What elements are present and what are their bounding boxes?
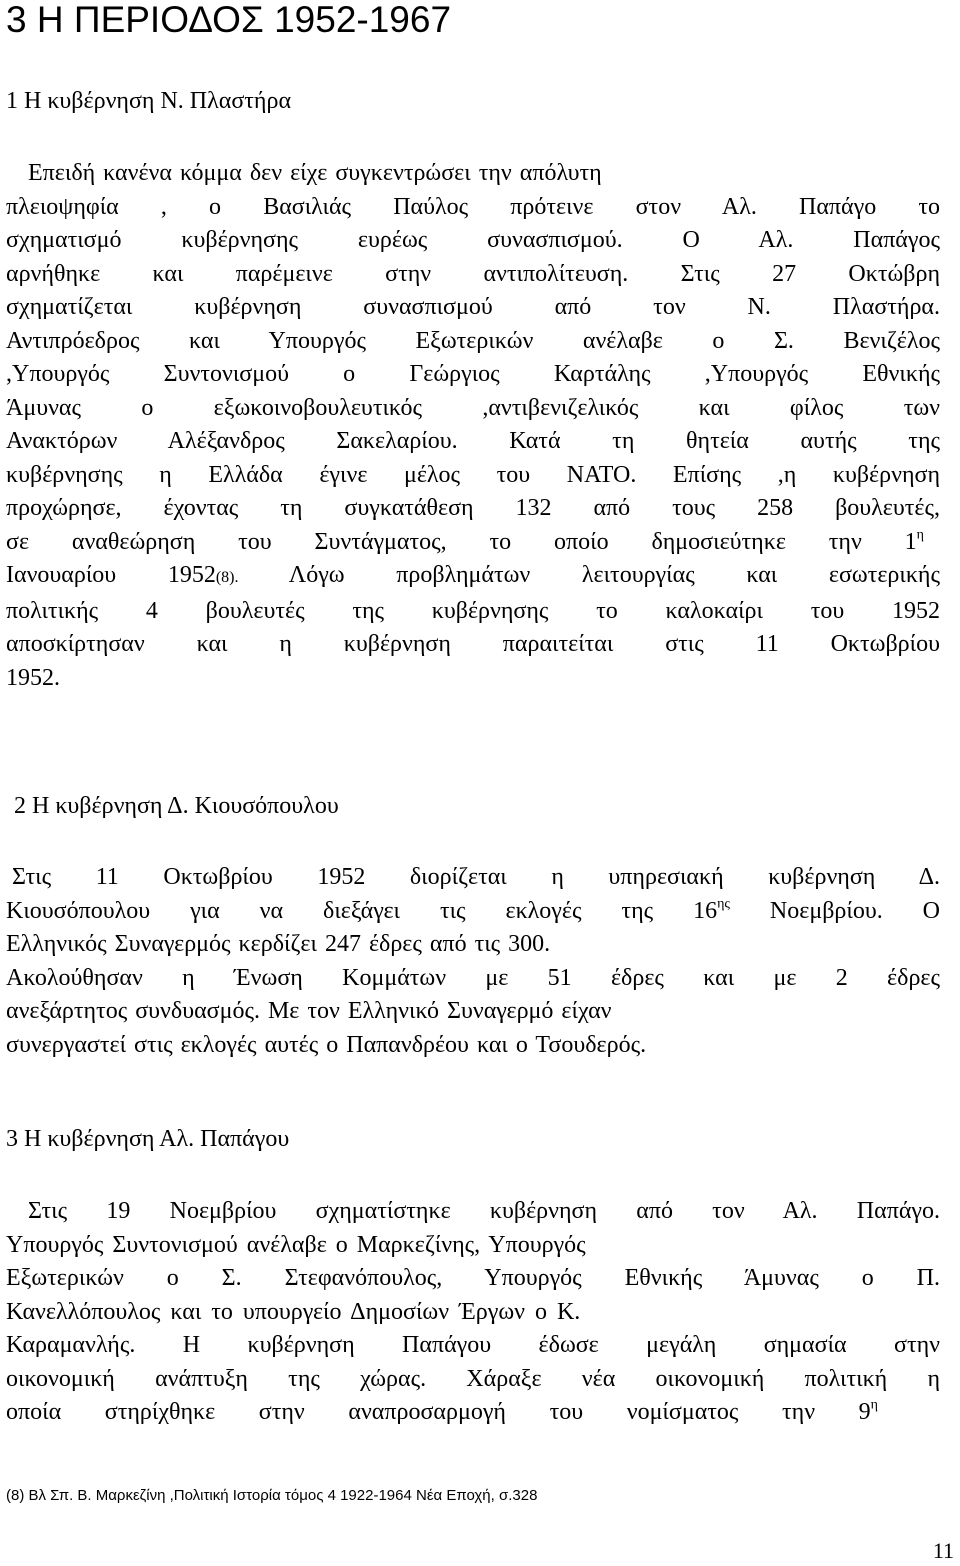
footnote-reference: (8).: [215, 569, 239, 586]
text-segment: Λόγω προβλημάτων λειτουργίας και εσωτερικής: [288, 562, 940, 588]
text-line: [6, 526, 940, 560]
page-number: 11: [932, 1538, 954, 1563]
section-heading-papagos: 3 Η κυβέρνηση Αλ. Παπάγου: [6, 1126, 290, 1152]
text-line: 1952.: [6, 664, 60, 691]
ordinal-superscript: ης: [717, 896, 730, 911]
footnote: (8) Βλ Σπ. Β. Μαρκεζίνη ,Πολιτική Ιστορία τόμος 4 1922-1964 Νέα Εποχή, σ.328: [6, 1487, 538, 1504]
text-line: προχώρησε, έχοντας τη συγκατάθεση 132 από τους 258 βουλευτές,: [6, 495, 940, 521]
text-line: Στις 11 Οκτωβρίου 1952 διορίζεται η υπηρεσιακή κυβέρνηση Δ.: [12, 864, 940, 890]
text-line: ,Υπουργός Συντονισμού ο Γεώργιος Καρτάλης ,Υπουργός Εθνικής: [6, 361, 940, 387]
section-heading-plastiras: 1 Η κυβέρνηση Ν. Πλαστήρα: [6, 88, 292, 114]
paragraph-papagos: [6, 1195, 940, 1430]
text-line: Επειδή κανένα κόμμα δεν είχε συγκεντρώσει την απόλυτη: [28, 160, 602, 186]
text-segment: Νοεμβρίου. Ο: [769, 897, 941, 924]
text-line: Ανακτόρων Αλέξανδρος Σακελαρίου. Κατά τη θητεία αυτής της: [6, 428, 940, 454]
text-line: Ακολούθησαν η Ένωση Κομμάτων με 51 έδρες και με 2 έδρες: [6, 964, 940, 991]
text-line: [6, 559, 940, 595]
text-line: Αντιπρόεδρος και Υπουργός Εξωτερικών ανέλαβε ο Σ. Βενιζέλος: [6, 327, 940, 354]
text-line: πολιτικής 4 βουλευτές της κυβέρνησης το καλοκαίρι του 1952: [6, 597, 940, 624]
section-heading-kiousopoulos: 2 Η κυβέρνηση Δ. Κιουσόπουλου: [14, 793, 339, 819]
text-line: Κανελλόπουλος και το υπουργείο Δημοσίων Έργων ο Κ.: [6, 1298, 581, 1325]
text-line: Καραμανλής. Η κυβέρνηση Παπάγου έδωσε μεγάλη σημασία στην: [6, 1332, 940, 1358]
text-line: κυβέρνησης η Ελλάδα έγινε μέλος του ΝΑΤΟ. Επίσης ,η κυβέρνηση: [6, 461, 940, 488]
text-line: Στις 19 Νοεμβρίου σχηματίστηκε κυβέρνηση από τον Αλ. Παπάγο.: [28, 1198, 940, 1224]
text-line: [6, 1396, 940, 1430]
text-line: σχηματίζεται κυβέρνηση συνασπισμού από τον Ν. Πλαστήρα.: [6, 294, 940, 320]
text-line: Ελληνικός Συναγερμός κερδίζει 247 έδρες από τις 300.: [6, 931, 551, 957]
ordinal-superscript: η: [870, 1397, 878, 1413]
ordinal-superscript: η: [916, 527, 924, 542]
text-line: Άμυνας ο εξωκοινοβουλευτικός ,αντιβενιζελικός και φίλος των: [6, 394, 940, 421]
text-segment: σε αναθεώρηση του Συντάγματος, το οποίο δημοσιεύτηκε την 1: [6, 528, 917, 555]
text-segment: Κιουσόπουλου για να διεξάγει τις εκλογές της $16^{\eta\varsigma}$: [6, 896, 730, 924]
text-line: αποσκίρτησαν και η κυβέρνηση παραιτείται στις 11 Οκτωβρίου: [6, 631, 940, 657]
text-line: σχηματισμό κυβέρνησης ευρέως συνασπισμού. Ο Αλ. Παπάγος: [6, 227, 940, 253]
paragraph-kiousopoulos: [6, 861, 940, 1062]
text-line: ανεξάρτητος συνδυασμός. Με τον Ελληνικό Συναγερμό είχαν: [6, 998, 612, 1024]
text-line: πλειοψηφία , ο Βασιλιάς Παύλος πρότεινε στον Αλ. Παπάγο το: [6, 193, 940, 220]
text-line: αρνήθηκε και παρέμεινε στην αντιπολίτευση. Στις 27 Οκτώβρη: [6, 260, 940, 287]
text-segment: Ιανουαρίου 1952(8).: [6, 562, 239, 588]
text-line: συνεργαστεί στις εκλογές αυτές ο Παπανδρέου και ο Τσουδερός.: [6, 1031, 647, 1058]
paragraph-plastiras: [6, 157, 940, 695]
text-line: Εξωτερικών ο Σ. Στεφανόπουλος, Υπουργός Εθνικής Άμυνας ο Π.: [6, 1265, 940, 1291]
text-line: Υπουργός Συντονισμού ανέλαβε ο Μαρκεζίνης, Υπουργός: [6, 1231, 586, 1258]
page-title: 3 Η ΠΕΡΙΟΔΟΣ 1952-1967: [6, 0, 452, 40]
text-line: [6, 895, 940, 929]
text-line: οικονομική ανάπτυξη της χώρας. Χάραξε νέα οικονομική πολιτική η: [6, 1365, 940, 1392]
text-segment: οποία στηρίχθηκε στην αναπροσαρμογή του νομίσματος την 9: [6, 1399, 871, 1425]
